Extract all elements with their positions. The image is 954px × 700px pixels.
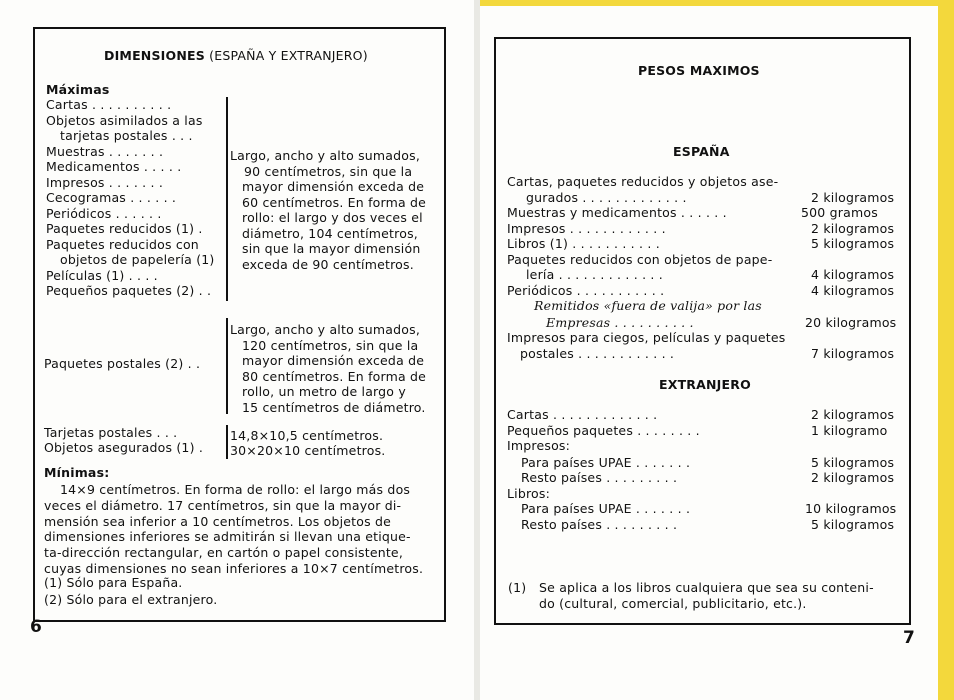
weights-title: PESOS MAXIMOS — [638, 63, 760, 78]
extranjero-row-label: Pequeños paquetes . . . . . . . . — [507, 423, 700, 438]
espana-row-label: Empresas . . . . . . . . . . — [546, 315, 694, 330]
dimension-item: Medicamentos . . . . . — [46, 159, 182, 174]
espana-row-value: 4 kilogramos — [811, 283, 895, 298]
dimension-description-line: mayor dimensión exceda de — [242, 353, 425, 368]
dimension-description-line: mayor dimensión exceda de — [242, 179, 425, 194]
bracket-line-2 — [226, 318, 228, 414]
dimension-description-line: 120 centímetros, sin que la — [242, 337, 419, 353]
maximas-heading: Máximas — [46, 82, 110, 97]
page-number-right: 7 — [903, 628, 915, 648]
espana-row-label: Libros (1) . . . . . . . . . . . — [507, 236, 660, 251]
extranjero-row-value: 2 kilogramos — [811, 470, 895, 485]
objetos-value: 30×20×10 centímetros. — [230, 443, 386, 458]
right-footnote-number: (1) — [508, 580, 527, 595]
extranjero-heading: EXTRANJERO — [659, 377, 751, 392]
minimas-line: cuyas dimensiones no sean inferiores a 10×7 centímetros. — [44, 561, 424, 576]
espana-row-label: Impresos . . . . . . . . . . . . — [507, 221, 666, 236]
minimas-line: 14×9 centímetros. En forma de rollo: el largo más dos — [60, 482, 411, 497]
dimension-description-line: Largo, ancho y alto sumados, — [230, 322, 421, 337]
espana-row-value: 20 kilogramos — [805, 315, 897, 330]
dimension-item: Muestras . . . . . . . — [46, 143, 164, 159]
book-gutter — [474, 0, 480, 700]
right-footnote-line-1: Se aplica a los libros cualquiera que sea su conteni- — [539, 580, 874, 595]
right-footnote-line-2: do (cultural, comercial, publicitario, etc.). — [539, 596, 807, 611]
dimension-description-line: rollo, un metro de largo y — [242, 384, 406, 399]
espana-row-label: postales . . . . . . . . . . . . — [520, 346, 675, 361]
espana-row-value: 2 kilogramos — [811, 190, 895, 205]
dimension-description-line: 80 centímetros. En forma de — [242, 368, 427, 384]
extranjero-row-label: Para países UPAE . . . . . . . — [521, 501, 691, 516]
espana-row-value: 4 kilogramos — [811, 267, 895, 282]
espana-row-label: Remitidos «fuera de valija» por las — [534, 298, 762, 313]
extranjero-row-label: Cartas . . . . . . . . . . . . . — [507, 407, 658, 422]
minimas-line: dimensiones inferiores se admitirán si llevan una etique- — [44, 529, 411, 545]
dimensions-title-wrap — [104, 48, 368, 63]
footnote-2: (2) Sólo para el extranjero. — [44, 592, 218, 607]
espana-row-label: lería . . . . . . . . . . . . . — [526, 267, 663, 282]
bracket-line-3 — [226, 425, 228, 459]
dimension-description-line: 60 centímetros. En forma de — [242, 194, 427, 210]
dimension-item: Impresos . . . . . . . — [46, 174, 164, 190]
extranjero-row-value: 2 kilogramos — [811, 407, 895, 422]
minimas-line: mensión sea inferior a 10 centímetros. Los objetos de — [44, 513, 392, 529]
dimension-item: Objetos asimilados a las — [46, 112, 203, 128]
dimensions-title: DIMENSIONES — [104, 48, 205, 63]
minimas-heading: Mínimas: — [44, 465, 110, 480]
dimension-description-line: 15 centímetros de diámetro. — [242, 399, 426, 415]
extranjero-row-label: Resto países . . . . . . . . . — [521, 517, 678, 532]
dimension-item: Películas (1) . . . . — [46, 267, 158, 283]
footnote-1: (1) Sólo para España. — [44, 575, 183, 590]
cover-edge-right — [938, 0, 954, 700]
espana-row-label: Muestras y medicamentos . . . . . . — [507, 205, 727, 220]
dimension-item: Periódicos . . . . . . — [46, 205, 162, 221]
dimension-description-line: Largo, ancho y alto sumados, — [230, 148, 421, 163]
page-number-left: 6 — [30, 617, 42, 637]
extranjero-row-label: Impresos: — [507, 438, 571, 453]
extranjero-row-label: Resto países . . . . . . . . . — [521, 470, 678, 485]
dimension-description-line: exceda de 90 centímetros. — [242, 256, 414, 272]
dimension-item: Cartas . . . . . . . . . . — [46, 97, 172, 112]
dimension-item: Paquetes reducidos con — [46, 236, 199, 252]
dimension-description-line: diámetro, 104 centímetros, — [242, 225, 418, 241]
dimensions-subtitle: (ESPAÑA Y EXTRANJERO) — [209, 48, 368, 63]
extranjero-row-value: 5 kilogramos — [811, 455, 895, 470]
minimas-line: veces el diámetro. 17 centímetros, sin que la mayor di- — [44, 497, 402, 513]
extranjero-row-value: 5 kilogramos — [811, 517, 895, 532]
espana-row-value: 7 kilogramos — [811, 346, 895, 361]
extranjero-row-label: Libros: — [507, 486, 551, 501]
tarjetas-value: 14,8×10,5 centímetros. — [230, 428, 384, 443]
objetos-label: Objetos asegurados (1) . — [44, 440, 204, 455]
dimension-description-line: 90 centímetros, sin que la — [244, 163, 413, 179]
dimension-item: tarjetas postales . . . — [60, 128, 193, 143]
dimension-description-line: rollo: el largo y dos veces el — [242, 210, 423, 225]
dimension-item: objetos de papelería (1) — [60, 252, 215, 267]
espana-row-label: Periódicos . . . . . . . . . . . — [507, 283, 665, 298]
espana-row-value: 500 gramos — [801, 205, 878, 220]
tarjetas-label: Tarjetas postales . . . — [44, 425, 178, 440]
minimas-line: ta-dirección rectangular, en cartón o papel consistente, — [44, 545, 403, 561]
espana-heading: ESPAÑA — [673, 144, 730, 159]
espana-row-label: gurados . . . . . . . . . . . . . — [526, 190, 687, 205]
espana-row-label: Paquetes reducidos con objetos de pape- — [507, 252, 773, 267]
espana-row-label: Impresos para ciegos, películas y paquetes — [507, 330, 786, 345]
cover-edge-top — [480, 0, 954, 6]
group2-item: Paquetes postales (2) . . — [44, 356, 201, 371]
extranjero-row-value: 1 kilogramo — [811, 423, 888, 438]
espana-row-label: Cartas, paquetes reducidos y objetos ase- — [507, 174, 779, 189]
extranjero-row-value: 10 kilogramos — [805, 501, 897, 516]
dimension-item: Cecogramas . . . . . . — [46, 190, 177, 205]
extranjero-row-label: Para países UPAE . . . . . . . — [521, 455, 691, 470]
espana-row-value: 5 kilogramos — [811, 236, 895, 251]
dimension-description-line: sin que la mayor dimensión — [242, 241, 421, 256]
bracket-line-1 — [226, 97, 228, 301]
espana-row-value: 2 kilogramos — [811, 221, 895, 236]
dimension-item: Pequeños paquetes (2) . . — [46, 283, 212, 298]
dimension-item: Paquetes reducidos (1) . — [46, 221, 203, 236]
